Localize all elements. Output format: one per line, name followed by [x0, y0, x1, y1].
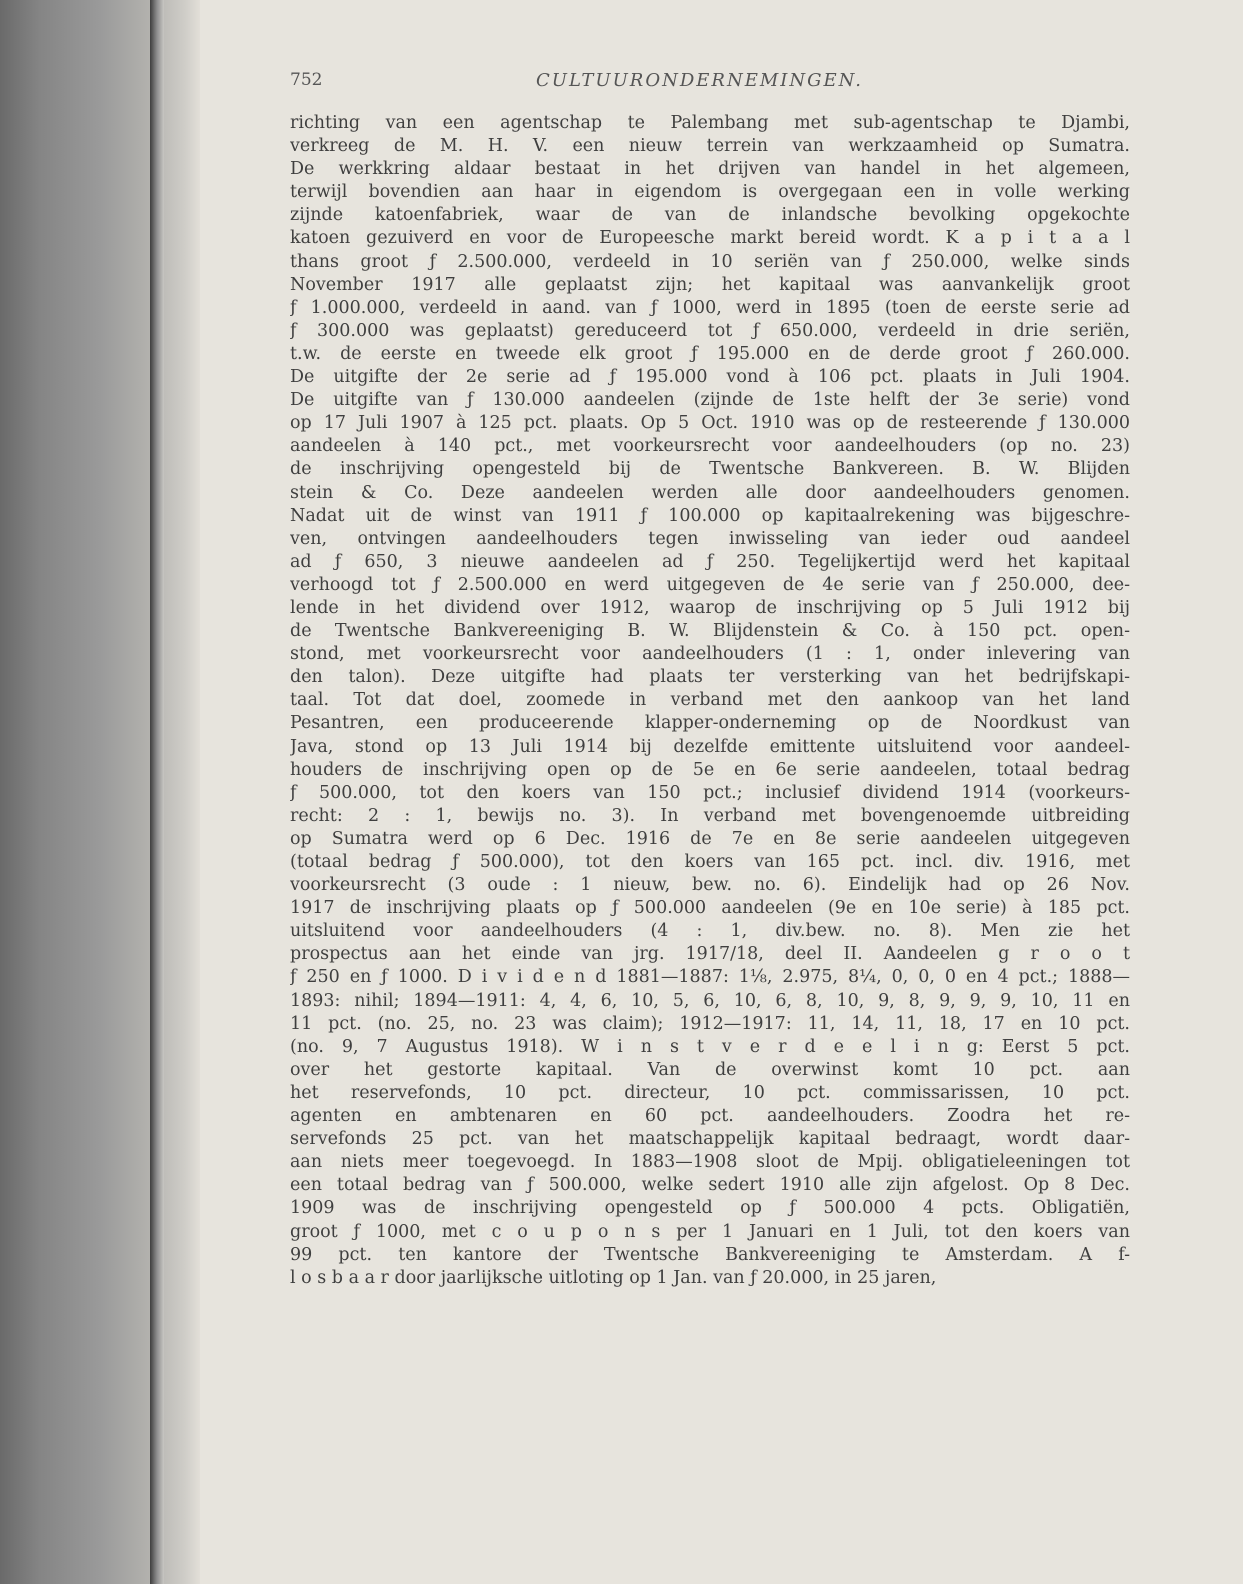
text-line: houders de inschrijving open op de 5e en 6e serie aandeelen, totaal bedrag	[290, 759, 1130, 780]
text-line: thans groot ƒ 2.500.000, verdeeld in 10 seriën van ƒ 250.000, welke sinds	[290, 251, 1130, 272]
text-line: agenten en ambtenaren en 60 pct. aandeelhouders. Zoodra het re-	[290, 1106, 1130, 1127]
text-line: lende in het dividend over 1912, waarop de inschrijving op 5 Juli 1912 bij	[290, 597, 1130, 618]
running-title: CULTUURONDERNEMINGEN.	[536, 70, 863, 91]
text-line: Java, stond op 13 Juli 1914 bij dezelfde emittente uitsluitend voor aandeel-	[290, 736, 1130, 757]
text-line: het reservefonds, 10 pct. directeur, 10 pct. commissarissen, 10 pct.	[290, 1082, 1130, 1103]
text-line: ven, ontvingen aandeelhouders tegen inwisseling van ieder oud aandeel	[290, 528, 1130, 549]
text-line: 99 pct. ten kantore der Twentsche Bankvereeniging te Amsterdam. A f-	[290, 1244, 1130, 1265]
text-line: ad ƒ 650, 3 nieuwe aandeelen ad ƒ 250. Tegelijkertijd werd het kapitaal	[290, 551, 1130, 572]
text-line: l o s b a a r door jaarlijksche uitloting op 1 Jan. van ƒ 20.000, in 25 jaren,	[290, 1267, 937, 1288]
text-line: uitsluitend voor aandeelhouders (4 : 1, div.bew. no. 8). Men zie het	[290, 921, 1130, 942]
text-line: taal. Tot dat doel, zoomede in verband met den aankoop van het land	[290, 690, 1130, 711]
body-text	[290, 112, 1130, 1290]
page-number: 752	[290, 70, 323, 90]
text-line: ƒ 1.000.000, verdeeld in aand. van ƒ 1000, werd in 1895 (toen de eerste serie ad	[290, 297, 1130, 318]
page-header	[290, 70, 1130, 100]
text-line: zijnde katoenfabriek, waar de van de inlandsche bevolking opgekochte	[290, 205, 1130, 226]
text-line: aan niets meer toegevoegd. In 1883—1908 sloot de Mpij. obligatieleeningen tot	[290, 1152, 1130, 1173]
text-line: De werkkring aldaar bestaat in het drijven van handel in het algemeen,	[290, 159, 1130, 180]
text-line: richting van een agentschap te Palembang met sub-agentschap te Djambi,	[290, 113, 1130, 133]
text-line: De uitgifte van ƒ 130.000 aandeelen (zijnde de 1ste helft der 3e serie) vond	[290, 390, 1130, 411]
text-line: ƒ 250 en ƒ 1000. D i v i d e n d 1881—1887: 1⅛, 2.975, 8¼, 0, 0, 0 en 4 pct.; 1888—	[290, 967, 1130, 988]
text-line: De uitgifte der 2e serie ad ƒ 195.000 vond à 106 pct. plaats in Juli 1904.	[290, 367, 1130, 388]
text-line: de Twentsche Bankvereeniging B. W. Blijdenstein & Co. à 150 pct. open-	[290, 621, 1130, 642]
book-gutter	[0, 0, 200, 1584]
text-line: recht: 2 : 1, bewijs no. 3). In verband met bovengenoemde uitbreiding	[290, 805, 1130, 826]
text-line: prospectus aan het einde van jrg. 1917/18, deel II. Aandeelen g r o o t	[290, 944, 1130, 965]
text-line: (no. 9, 7 Augustus 1918). W i n s t v e r d e e l i n g: Eerst 5 pct.	[290, 1036, 1130, 1057]
text-line: verkreeg de M. H. V. een nieuw terrein van werkzaamheid op Sumatra.	[290, 136, 1130, 157]
text-line: terwijl bovendien aan haar in eigendom is overgegaan een in volle werking	[290, 182, 1130, 203]
text-line: November 1917 alle geplaatst zijn; het kapitaal was aanvankelijk groot	[290, 274, 1130, 295]
page-edge-shadow	[150, 0, 164, 1584]
text-line: 1909 was de inschrijving opengesteld op ƒ 500.000 4 pcts. Obligatiën,	[290, 1198, 1130, 1219]
text-line: ƒ 300.000 was geplaatst) gereduceerd tot ƒ 650.000, verdeeld in drie seriën,	[290, 320, 1130, 341]
text-line: groot ƒ 1000, met c o u p o n s per 1 Januari en 1 Juli, tot den koers van	[290, 1221, 1130, 1242]
text-line: 11 pct. (no. 25, no. 23 was claim); 1912—1917: 11, 14, 11, 18, 17 en 10 pct.	[290, 1013, 1130, 1034]
text-line: 1917 de inschrijving plaats op ƒ 500.000 aandeelen (9e en 10e serie) à 185 pct.	[290, 898, 1130, 919]
text-line: op Sumatra werd op 6 Dec. 1916 de 7e en 8e serie aandeelen uitgegeven	[290, 828, 1130, 849]
text-line: den talon). Deze uitgifte had plaats ter versterking van het bedrijfskapi-	[290, 667, 1130, 688]
text-line: voorkeursrecht (3 oude : 1 nieuw, bew. no. 6). Eindelijk had op 26 Nov.	[290, 875, 1130, 896]
text-line: stein & Co. Deze aandeelen werden alle door aandeelhouders genomen.	[290, 482, 1130, 503]
text-line: ƒ 500.000, tot den koers van 150 pct.; inclusief dividend 1914 (voorkeurs-	[290, 782, 1130, 803]
text-line: stond, met voorkeursrecht voor aandeelhouders (1 : 1, onder inlevering van	[290, 644, 1130, 665]
text-line: (totaal bedrag ƒ 500.000), tot den koers van 165 pct. incl. div. 1916, met	[290, 852, 1130, 872]
text-line: servefonds 25 pct. van het maatschappelijk kapitaal bedraagt, wordt daar-	[290, 1129, 1130, 1150]
text-line: een totaal bedrag van ƒ 500.000, welke sedert 1910 alle zijn afgelost. Op 8 Dec.	[290, 1175, 1130, 1196]
text-line: katoen gezuiverd en voor de Europeesche markt bereid wordt. K a p i t a a l	[290, 228, 1130, 249]
text-line: Nadat uit de winst van 1911 ƒ 100.000 op kapitaalrekening was bijgeschre-	[290, 505, 1130, 526]
text-line: Pesantren, een produceerende klapper-onderneming op de Noordkust van	[290, 713, 1130, 734]
text-line: over het gestorte kapitaal. Van de overwinst komt 10 pct. aan	[290, 1059, 1130, 1080]
text-line: op 17 Juli 1907 à 125 pct. plaats. Op 5 Oct. 1910 was op de resteerende ƒ 130.000	[290, 413, 1130, 434]
text-line: verhoogd tot ƒ 2.500.000 en werd uitgegeven de 4e serie van ƒ 250.000, dee-	[290, 574, 1130, 595]
text-line: 1893: nihil; 1894—1911: 4, 4, 6, 10, 5, 6, 10, 6, 8, 10, 9, 8, 9, 9, 9, 10, 11 en	[290, 990, 1130, 1011]
text-line: t.w. de eerste en tweede elk groot ƒ 195.000 en de derde groot ƒ 260.000.	[290, 343, 1130, 364]
text-line: aandeelen à 140 pct., met voorkeursrecht voor aandeelhouders (op no. 23)	[290, 436, 1130, 457]
text-line: de inschrijving opengesteld bij de Twentsche Bankvereen. B. W. Blijden	[290, 459, 1130, 480]
